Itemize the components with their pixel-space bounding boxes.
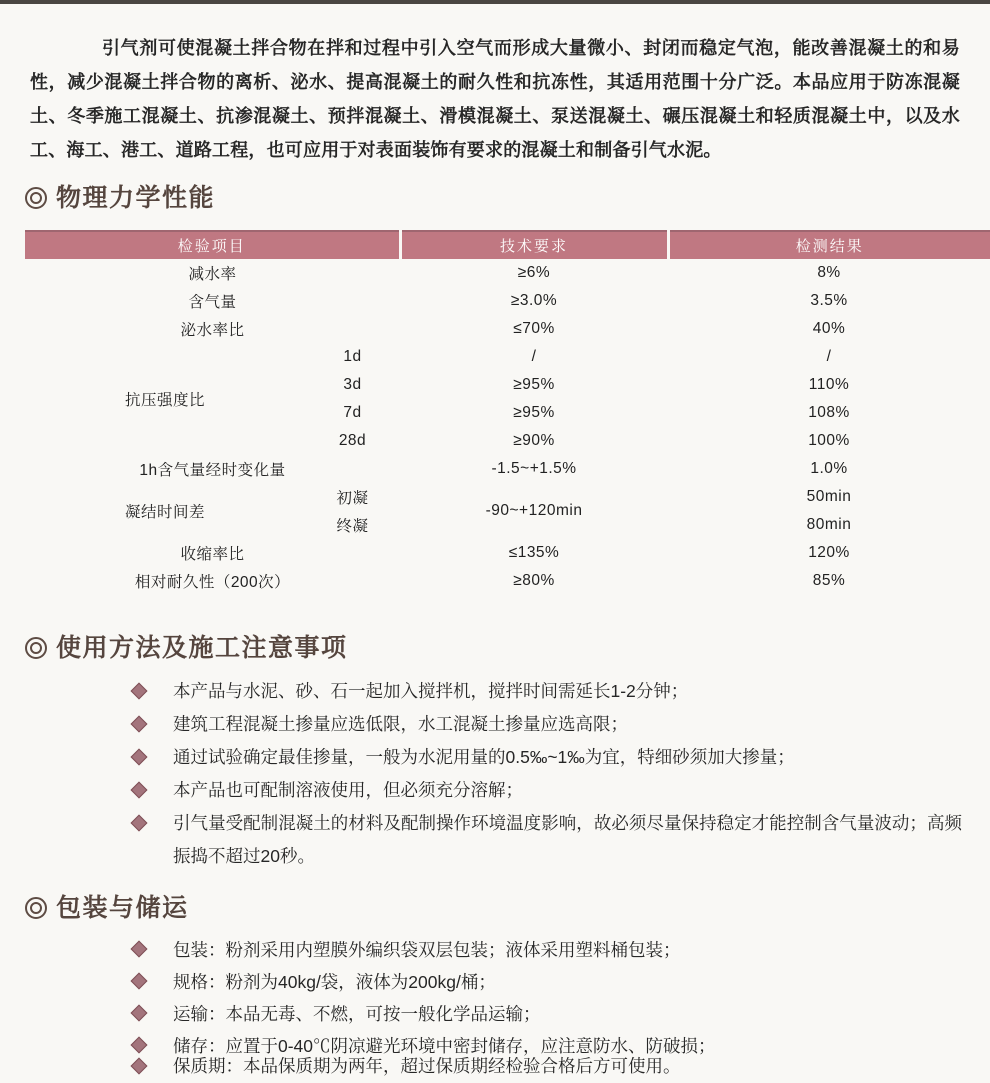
cell-result: / [826, 348, 832, 365]
cell-subitem: 初凝 [336, 490, 369, 507]
cell-subitem: 1d [343, 348, 362, 365]
list-item [0, 934, 990, 966]
cell-requirement: ≤70% [513, 320, 555, 337]
cell-result: 1.0% [810, 460, 848, 477]
cell-result: 85% [812, 572, 846, 589]
section-heading-usage [25, 633, 990, 663]
table-row [25, 455, 990, 483]
double-circle-icon [25, 187, 47, 209]
usage-note-text: 本产品与水泥、砂、石一起加入搅拌机，搅拌时间需延长1-2分钟； [173, 681, 689, 701]
cell-result: 120% [808, 544, 850, 561]
top-divider [0, 0, 990, 4]
cell-result: 50min [806, 488, 852, 505]
cell-result: 3.5% [810, 292, 848, 309]
section-title-physical: 物理力学性能 [56, 184, 216, 212]
diamond-bullet-icon [131, 1005, 148, 1022]
table-row [25, 287, 990, 315]
packaging-note-text: 运输：本品无毒、不燃，可按一般化学品运输； [173, 1004, 541, 1024]
table-row [25, 483, 990, 511]
section-title-usage: 使用方法及施工注意事项 [56, 634, 348, 662]
cell-item-group: 凝结时间差 [124, 504, 205, 521]
usage-note-text: 本产品也可配制溶液使用，但必须充分溶解； [173, 780, 523, 800]
usage-notes-list [0, 675, 990, 873]
table-header-row [25, 231, 990, 259]
list-item [0, 807, 990, 873]
cell-item: 1h含气量经时变化量 [139, 462, 286, 479]
cell-item: 减水率 [188, 266, 237, 283]
cell-item-group: 抗压强度比 [124, 392, 205, 409]
usage-note-text: 引气量受配制混凝土的材料及配制操作环境温度影响，故必须尽量保持稳定才能控制含气量波动；高频振捣不超过20秒。 [173, 813, 962, 866]
cell-result: 100% [808, 432, 850, 449]
packaging-note-text: 规格：粉剂为40kg/袋，液体为200kg/桶； [173, 972, 496, 992]
cell-item: 相对耐久性（200次） [134, 574, 291, 591]
double-circle-icon [25, 637, 47, 659]
cell-subitem: 7d [343, 404, 362, 421]
table-row [25, 567, 990, 595]
cell-result: 108% [808, 404, 850, 421]
diamond-bullet-icon [131, 749, 148, 766]
section-title-packaging: 包装与储运 [56, 894, 189, 922]
diamond-bullet-icon [131, 782, 148, 799]
diamond-bullet-icon [131, 973, 148, 990]
table-row [25, 259, 990, 287]
cell-result: 80min [806, 516, 852, 533]
table-header-item: 检验项目 [25, 231, 400, 259]
table-row [25, 539, 990, 567]
packaging-note-text: 包装：粉剂采用内塑膜外编织袋双层包装；液体采用塑料桶包装； [173, 940, 681, 960]
packaging-note-text: 储存：应置于0-40℃阴凉避光环境中密封储存，应注意防水、防破损； [173, 1036, 716, 1056]
packaging-notes-list [0, 934, 990, 1062]
intro-paragraph: 引气剂可使混凝土拌合物在拌和过程中引入空气而形成大量微小、封闭而稳定气泡，能改善混凝土的和易性，减少混凝土拌合物的离析、泌水、提高混凝土的耐久性和抗冻性，其适用范围十分广泛。本品应用于防冻混凝土、冬季施工混凝土、抗渗混凝土、预拌混凝土、滑模混凝土、泵送混凝土、碾压混凝土和轻质混凝土中，以及水工、海工、港工、道路工程，也可应用于对表面装饰有要求的混凝土和制备引气水泥。 [30, 38, 960, 160]
cell-result: 110% [808, 376, 850, 393]
cell-subitem: 28d [338, 432, 367, 449]
clipped-bottom-line [0, 1050, 990, 1080]
cell-requirement: ≥6% [517, 264, 551, 281]
clipped-text: 保质期：本品保质期为两年，超过保质期经检验合格后方可使用。 [173, 1056, 681, 1076]
cell-result: 40% [812, 320, 846, 337]
section-heading-physical [25, 183, 990, 213]
cell-subitem: 3d [343, 376, 362, 393]
section-heading-packaging [25, 893, 990, 923]
table-row [25, 315, 990, 343]
list-item [0, 708, 990, 741]
cell-item: 泌水率比 [180, 322, 245, 339]
cell-result: 8% [817, 264, 841, 281]
table-header-requirement: 技术要求 [400, 231, 668, 259]
cell-requirement: ≥95% [513, 376, 555, 393]
cell-requirement: -90~+120min [485, 502, 583, 519]
diamond-bullet-icon [131, 683, 148, 700]
cell-requirement: / [531, 348, 537, 365]
cell-requirement: -1.5~+1.5% [491, 460, 577, 477]
physical-properties-table [25, 230, 990, 595]
list-item [0, 675, 990, 708]
table-header-result: 检测结果 [668, 231, 990, 259]
cell-requirement: ≥80% [513, 572, 555, 589]
double-circle-icon [25, 897, 47, 919]
usage-note-text: 建筑工程混凝土掺量应选低限，水工混凝土掺量应选高限； [173, 714, 628, 734]
cell-requirement: ≥3.0% [510, 292, 558, 309]
cell-item: 含气量 [188, 294, 237, 311]
diamond-bullet-icon [131, 815, 148, 832]
list-item [0, 741, 990, 774]
cell-requirement: ≥90% [513, 432, 555, 449]
cell-requirement: ≤135% [508, 544, 560, 561]
diamond-bullet-icon [131, 941, 148, 958]
list-item [0, 774, 990, 807]
cell-requirement: ≥95% [513, 404, 555, 421]
list-item [0, 998, 990, 1030]
diamond-bullet-icon [131, 1058, 148, 1075]
cell-subitem: 终凝 [336, 518, 369, 535]
usage-note-text: 通过试验确定最佳掺量，一般为水泥用量的0.5‰~1‰为宜，特细砂须加大掺量； [173, 747, 795, 767]
diamond-bullet-icon [131, 716, 148, 733]
table-row [25, 343, 990, 371]
list-item [0, 966, 990, 998]
cell-item: 收缩率比 [180, 546, 245, 563]
